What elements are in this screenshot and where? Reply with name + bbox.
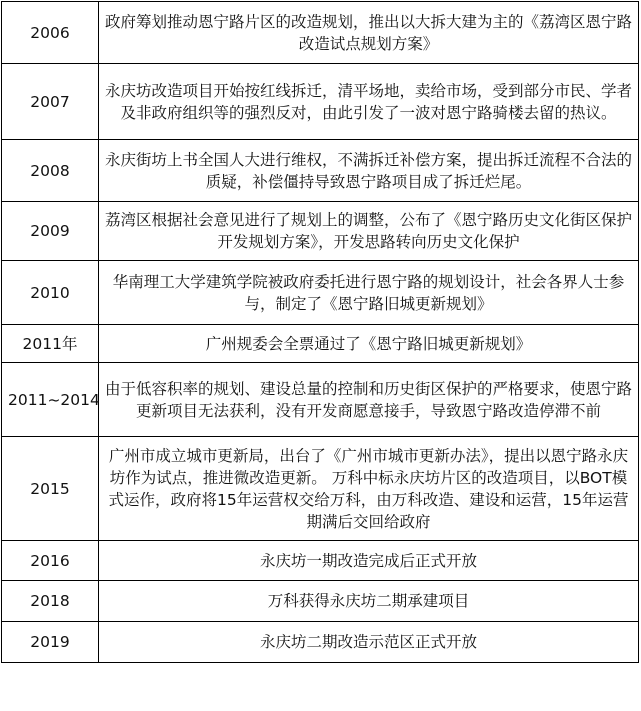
- year-cell: [2, 261, 99, 325]
- event-text: 万科获得永庆坊二期承建项目: [267, 592, 470, 610]
- timeline-body: [2, 2, 639, 663]
- table-row: [2, 202, 639, 261]
- year-cell: [2, 541, 99, 581]
- event-text: 荔湾区根据社会意见进行了规划上的调整，公布了《恩宁路历史文化街区保护开发规划方案》，开发思路转向历史文化保护: [105, 211, 633, 251]
- table-row: [2, 325, 639, 363]
- year-text: 2006: [30, 23, 70, 42]
- year-cell: [2, 140, 99, 202]
- year-cell: [2, 202, 99, 261]
- event-text: 广州市成立城市更新局，出台了《广州市城市更新办法》，提出以恩宁路永庆坊作为试点，推进微改造更新。 万科中标永庆坊片区的改造项目，以BOT模式运作，政府将15年运营权交给万科，由万科改造、建设和运营，15年运营期满后交回给政府: [108, 446, 629, 531]
- event-cell: [99, 622, 639, 663]
- event-cell: [99, 363, 639, 437]
- event-cell: [99, 325, 639, 363]
- year-text: 2010: [30, 283, 70, 302]
- year-text: 2008: [30, 161, 70, 180]
- event-cell: [99, 541, 639, 581]
- event-text: 广州规委会全票通过了《恩宁路旧城更新规划》: [205, 334, 532, 353]
- year-text: 2016: [30, 551, 70, 570]
- table-row: [2, 437, 639, 541]
- year-cell: [2, 2, 99, 64]
- table-row: [2, 64, 639, 140]
- event-text: 永庆坊一期改造完成后正式开放: [259, 551, 477, 570]
- event-text: 永庆街坊上书全国人大进行维权，不满拆迁补偿方案，提出拆迁流程不合法的质疑，补偿僵持导致恩宁路项目成了拆迁烂尾。: [105, 150, 633, 191]
- table-row: [2, 581, 639, 622]
- year-cell: [2, 325, 99, 363]
- year-text: 2009: [30, 222, 70, 240]
- table-row: [2, 140, 639, 202]
- year-cell: [2, 363, 99, 437]
- year-text: 2019: [30, 633, 70, 651]
- event-text: 华南理工大学建筑学院被政府委托进行恩宁路的规划设计，社会各界人士参与，制定了《恩宁路旧城更新规划》: [112, 272, 625, 313]
- table-row: [2, 261, 639, 325]
- year-text: 2007: [30, 92, 70, 111]
- table-row: [2, 2, 639, 64]
- event-cell: [99, 202, 639, 261]
- year-cell: [2, 64, 99, 140]
- event-cell: [99, 140, 639, 202]
- event-text: 由于低容积率的规划、建设总量的控制和历史街区保护的严格要求，使恩宁路更新项目无法获利，没有开发商愿意接手，导致恩宁路改造停滞不前: [105, 379, 633, 420]
- event-cell: [99, 2, 639, 64]
- event-cell: [99, 581, 639, 622]
- event-cell: [99, 437, 639, 541]
- event-text: 永庆坊改造项目开始按红线拆迁，清平场地，卖给市场，受到部分市民、学者及非政府组织等的强烈反对，由此引发了一波对恩宁路骑楼去留的热议。: [105, 81, 633, 122]
- table-row: [2, 363, 639, 437]
- event-cell: [99, 64, 639, 140]
- year-cell: [2, 581, 99, 622]
- year-text: 2018: [30, 592, 70, 610]
- year-cell: [2, 437, 99, 541]
- event-cell: [99, 261, 639, 325]
- year-cell: [2, 622, 99, 663]
- table-row: [2, 622, 639, 663]
- table-row: [2, 541, 639, 581]
- year-text: 2011年: [22, 334, 78, 353]
- event-text: 政府筹划推动恩宁路片区的改造规划，推出以大拆大建为主的《荔湾区恩宁路改造试点规划方案》: [105, 12, 633, 53]
- timeline-table: [1, 1, 639, 663]
- event-text: 永庆坊二期改造示范区正式开放: [259, 633, 477, 651]
- year-text: 2015: [30, 479, 70, 498]
- year-text: 2011~2014: [8, 390, 100, 409]
